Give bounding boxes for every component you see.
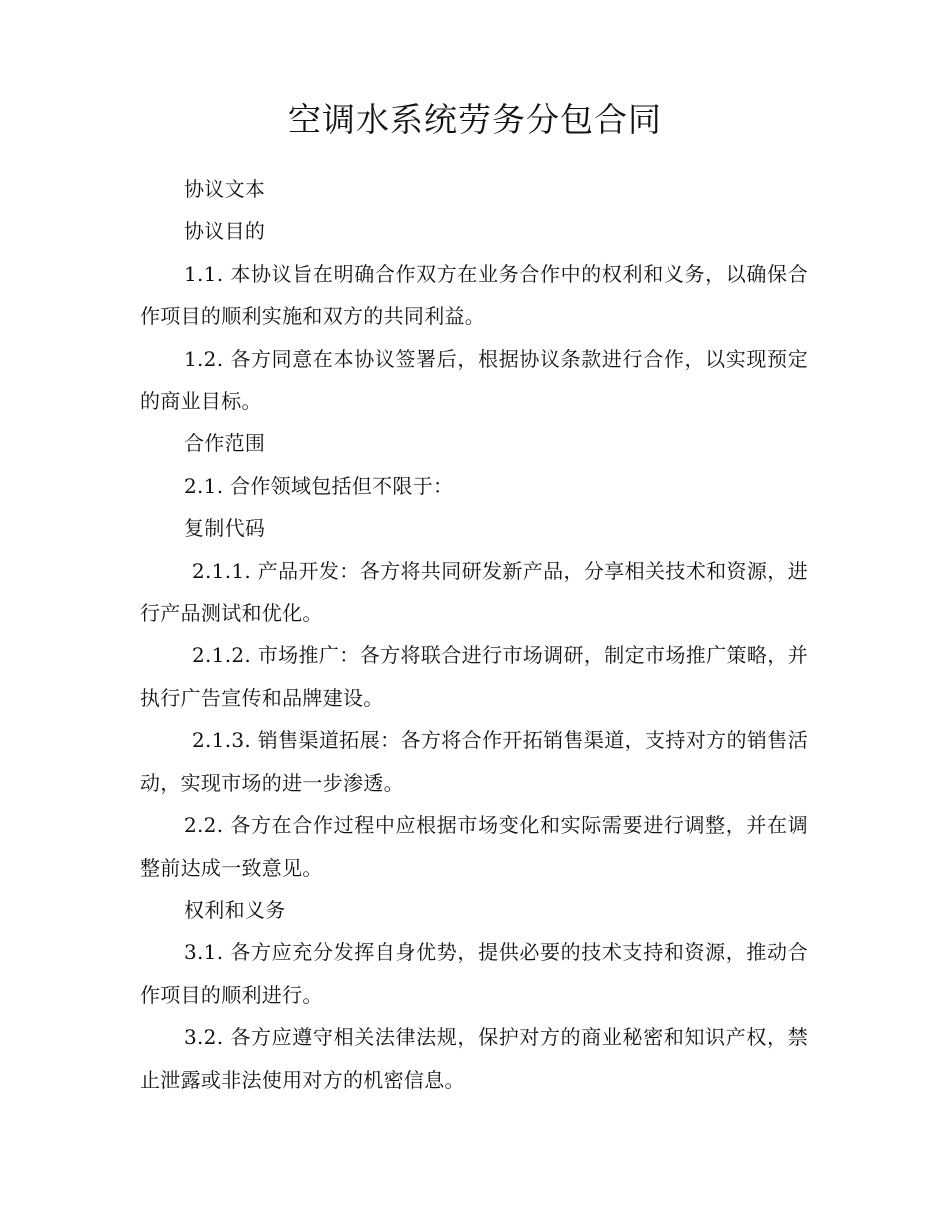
clause-2-2: 2.2. 各方在合作过程中应根据市场变化和实际需要进行调整，并在调整前达成一致意见。: [140, 813, 808, 880]
document-title: 空调水系统劳务分包合同: [288, 100, 662, 139]
clause-3-2: 3.2. 各方应遵守相关法律法规，保护对方的商业秘密和知识产权，禁止泄露或非法使用对方的机密信息。: [140, 1025, 808, 1092]
clause-3-1: 3.1. 各方应充分发挥自身优势，提供必要的技术支持和资源，推动合作项目的顺利进行。: [140, 940, 808, 1007]
heading-rights-obligations: 权利和义务: [184, 897, 286, 922]
paragraph-copy-code: 复制代码: [184, 516, 266, 541]
clause-2-1-1: 2.1.1. 产品开发：各方将共同研发新产品，分享相关技术和资源，进行产品测试和优化。: [140, 558, 808, 626]
clause-2-1: 2.1. 合作领域包括但不限于：: [184, 473, 454, 498]
clause-2-1-3: 2.1.3. 销售渠道拓展：各方将合作开拓销售渠道，支持对方的销售活动，实现市场的进一步渗透。: [140, 728, 808, 795]
clause-1-1: 1.1. 本协议旨在明确合作双方在业务合作中的权利和义务，以确保合作项目的顺利实施和双方的共同利益。: [140, 261, 808, 329]
paragraph-agreement-text: 协议文本: [184, 177, 266, 201]
heading-scope: 合作范围: [184, 431, 266, 456]
clause-2-1-2: 2.1.2. 市场推广：各方将联合进行市场调研，制定市场推广策略，并执行广告宣传和品牌建设。: [140, 643, 808, 710]
heading-purpose: 协议目的: [184, 219, 266, 244]
clause-1-2: 1.2. 各方同意在本协议签署后，根据协议条款进行合作，以实现预定的商业目标。: [140, 346, 808, 414]
document-body: [140, 168, 808, 1101]
